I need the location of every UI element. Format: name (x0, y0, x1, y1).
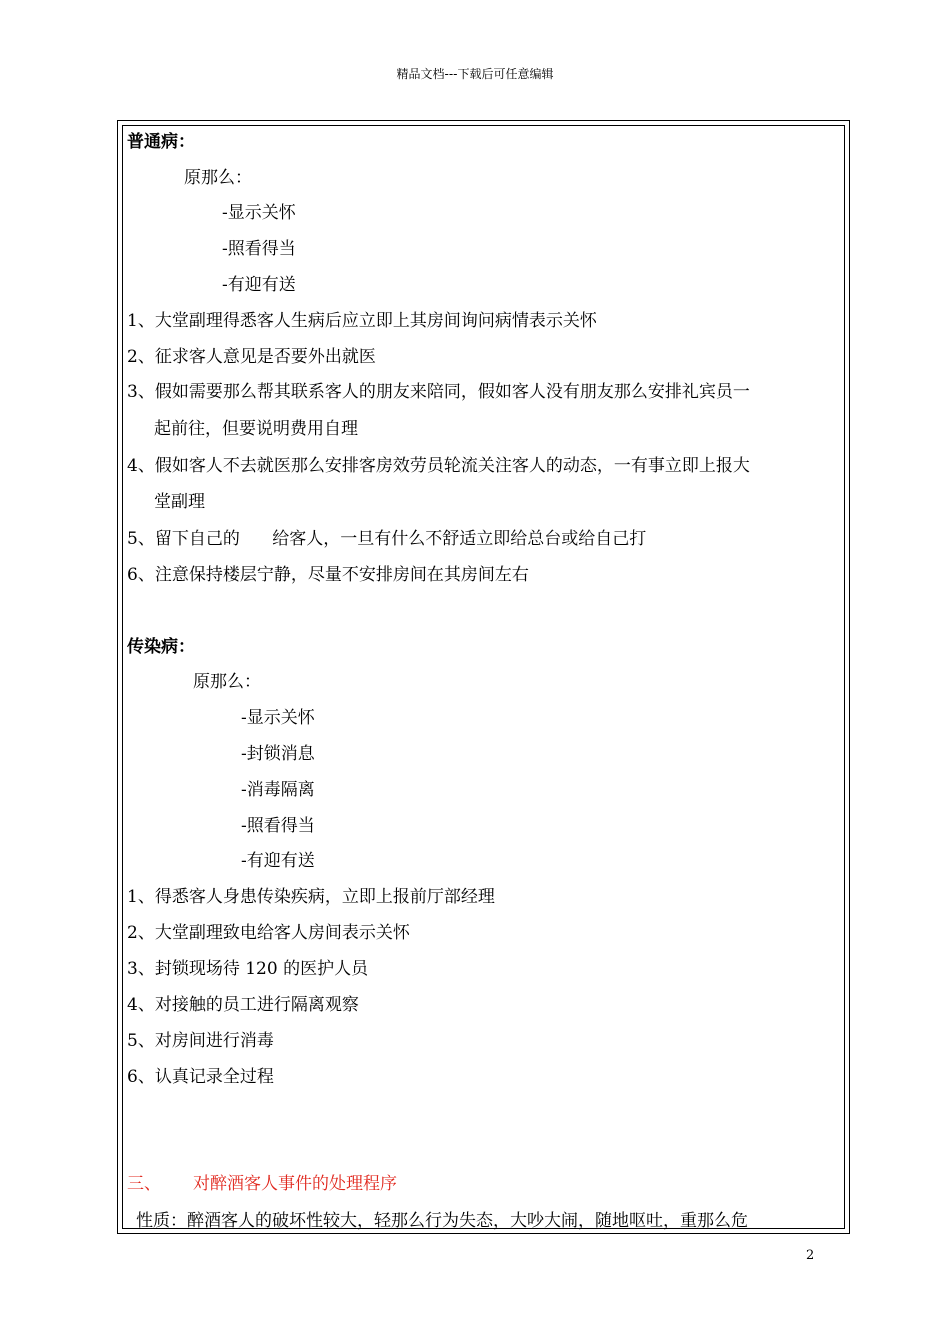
common-step: 3、假如需要那么帮其联系客人的朋友来陪同，假如客人没有朋友那么安排礼宾员一 (127, 382, 750, 402)
section-nature-text: 性质：醉酒客人的破坏性较大，轻那么行为失态，大吵大闹，随地呕吐，重那么危 (136, 1211, 748, 1231)
page-number: 2 (806, 1248, 815, 1263)
common-step: 1、大堂副理得悉客人生病后应立即上其房间询问病情表示关怀 (127, 311, 597, 331)
common-point: -照看得当 (222, 239, 296, 259)
infectious-step: 6、认真记录全过程 (127, 1067, 274, 1087)
common-point: -有迎有送 (222, 275, 296, 295)
infectious-step: 5、对房间进行消毒 (127, 1031, 274, 1051)
common-point: -显示关怀 (222, 203, 296, 223)
section-number: 三、 (127, 1174, 161, 1194)
infectious-point: -封锁消息 (241, 744, 315, 764)
section-title: 对醉酒客人事件的处理程序 (193, 1174, 397, 1194)
infectious-principle-label: 原那么： (193, 672, 261, 692)
common-disease-title: 普通病： (127, 132, 195, 152)
infectious-step: 1、得悉客人身患传染疾病，立即上报前厅部经理 (127, 887, 495, 907)
common-step: 2、征求客人意见是否要外出就医 (127, 347, 376, 367)
infectious-point: -照看得当 (241, 816, 315, 836)
infectious-disease-title: 传染病： (127, 637, 195, 657)
common-step: 4、假如客人不去就医那么安排客房效劳员轮流关注客人的动态，一有事立即上报大 (127, 456, 750, 476)
infectious-step: 2、大堂副理致电给客人房间表示关怀 (127, 923, 410, 943)
common-principle-label: 原那么： (184, 168, 252, 188)
infectious-point: -显示关怀 (241, 708, 315, 728)
common-step: 5、留下自己的 给客人，一旦有什么不舒适立即给总台或给自己打 (127, 529, 647, 549)
infectious-point: -有迎有送 (241, 851, 315, 871)
infectious-point: -消毒隔离 (241, 780, 315, 800)
infectious-step: 4、对接触的员工进行隔离观察 (127, 995, 359, 1015)
common-step-continuation: 堂副理 (154, 492, 205, 512)
infectious-step: 3、封锁现场待 120 的医护人员 (127, 959, 369, 979)
common-step: 6、注意保持楼层宁静，尽量不安排房间在其房间左右 (127, 565, 529, 585)
common-step-continuation: 起前往，但要说明费用自理 (154, 419, 358, 439)
page-header: 精品文档---下载后可任意编辑 (396, 67, 554, 81)
